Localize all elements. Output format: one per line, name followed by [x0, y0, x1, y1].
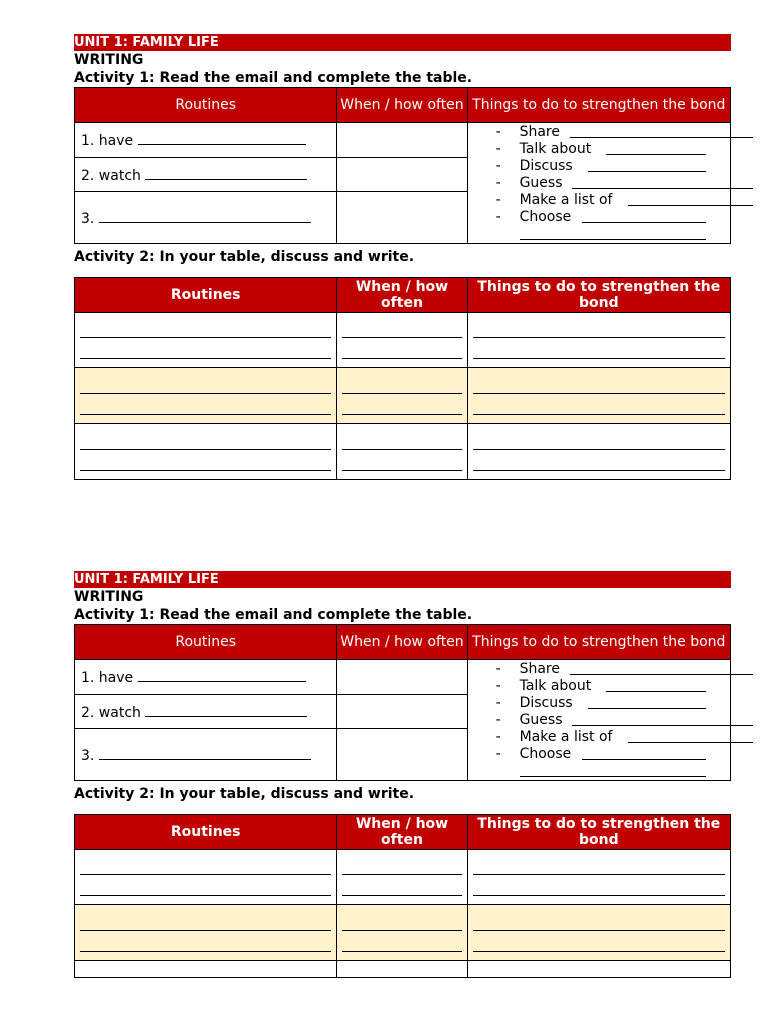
list-item: [496, 763, 730, 780]
list-item: - Guess: [496, 712, 730, 729]
header-things: Things to do to strengthen the bond: [467, 278, 730, 313]
header-when: When / how often: [337, 625, 467, 660]
list-item: - Discuss: [496, 158, 730, 175]
routine-1: 1. have: [75, 123, 337, 158]
activity2-title: Activity 2: In your table, discuss and write.: [74, 249, 415, 265]
list-item: - Make a list of: [496, 192, 730, 209]
when-cell[interactable]: [337, 695, 467, 729]
worksheet-copy-1: [74, 34, 731, 480]
when-cell[interactable]: [337, 123, 467, 158]
list-item: - Talk about: [496, 141, 730, 158]
blank-line[interactable]: [520, 763, 706, 777]
when-cell[interactable]: [337, 729, 467, 781]
section-title: WRITING: [74, 589, 144, 605]
table-row: [75, 313, 731, 368]
header-routines: Routines: [75, 815, 337, 850]
activity1-table: [74, 87, 731, 244]
blank-line[interactable]: [606, 141, 706, 155]
unit-title: UNIT 1: FAMILY LIFE: [74, 571, 731, 588]
routine-3: 3.: [75, 729, 337, 781]
blank-line[interactable]: [582, 209, 706, 223]
list-item: - Talk about: [496, 678, 730, 695]
list-item: - Make a list of: [496, 729, 730, 746]
things-list: [467, 660, 730, 781]
activity2-table: [74, 814, 731, 978]
activity2-table: [74, 277, 731, 480]
blank-line[interactable]: [99, 746, 311, 760]
routine-1: 1. have: [75, 660, 337, 695]
list-item: - Choose: [496, 746, 730, 763]
routine-2: 2. watch: [75, 695, 337, 729]
list-item: - Choose: [496, 209, 730, 226]
blank-line[interactable]: [572, 175, 753, 189]
table-row: [75, 368, 731, 424]
blank-line[interactable]: [572, 712, 753, 726]
section-title: WRITING: [74, 52, 144, 68]
worksheet-copy-2: [74, 571, 731, 978]
when-cell[interactable]: [337, 158, 467, 192]
blank-line[interactable]: [99, 209, 311, 223]
blank-line[interactable]: [138, 131, 306, 145]
blank-line[interactable]: [628, 729, 753, 743]
header-things: Things to do to strengthen the bond: [467, 625, 730, 660]
activity1-table: [74, 624, 731, 781]
when-cell[interactable]: [337, 192, 467, 244]
header-routines: Routines: [75, 88, 337, 123]
table-row: [75, 424, 731, 480]
table-row: [75, 850, 731, 905]
table-row: [75, 961, 731, 978]
blank-line[interactable]: [570, 124, 753, 138]
when-cell[interactable]: [337, 660, 467, 695]
blank-line[interactable]: [570, 661, 753, 675]
activity2-title: Activity 2: In your table, discuss and write.: [74, 786, 415, 802]
blank-line[interactable]: [628, 192, 753, 206]
unit-title: UNIT 1: FAMILY LIFE: [74, 34, 731, 51]
list-item: - Guess: [496, 175, 730, 192]
blank-line[interactable]: [520, 226, 706, 240]
blank-line[interactable]: [582, 746, 706, 760]
blank-line[interactable]: [588, 695, 706, 709]
blank-line[interactable]: [606, 678, 706, 692]
header-things: Things to do to strengthen the bond: [467, 88, 730, 123]
list-item: - Share: [496, 661, 730, 678]
blank-line[interactable]: [138, 668, 306, 682]
header-routines: Routines: [75, 625, 337, 660]
things-list: [467, 123, 730, 244]
list-item: [496, 226, 730, 243]
header-when: When / how often: [337, 815, 467, 850]
header-routines: Routines: [75, 278, 337, 313]
header-when: When / how often: [337, 278, 467, 313]
header-when: When / how often: [337, 88, 467, 123]
table-row: [75, 905, 731, 961]
activity1-title: Activity 1: Read the email and complete the table.: [74, 70, 473, 86]
activity1-title: Activity 1: Read the email and complete the table.: [74, 607, 473, 623]
list-item: - Discuss: [496, 695, 730, 712]
list-item: - Share: [496, 124, 730, 141]
blank-line[interactable]: [145, 703, 307, 717]
blank-line[interactable]: [145, 166, 307, 180]
header-things: Things to do to strengthen the bond: [467, 815, 730, 850]
blank-line[interactable]: [588, 158, 706, 172]
routine-2: 2. watch: [75, 158, 337, 192]
routine-3: 3.: [75, 192, 337, 244]
